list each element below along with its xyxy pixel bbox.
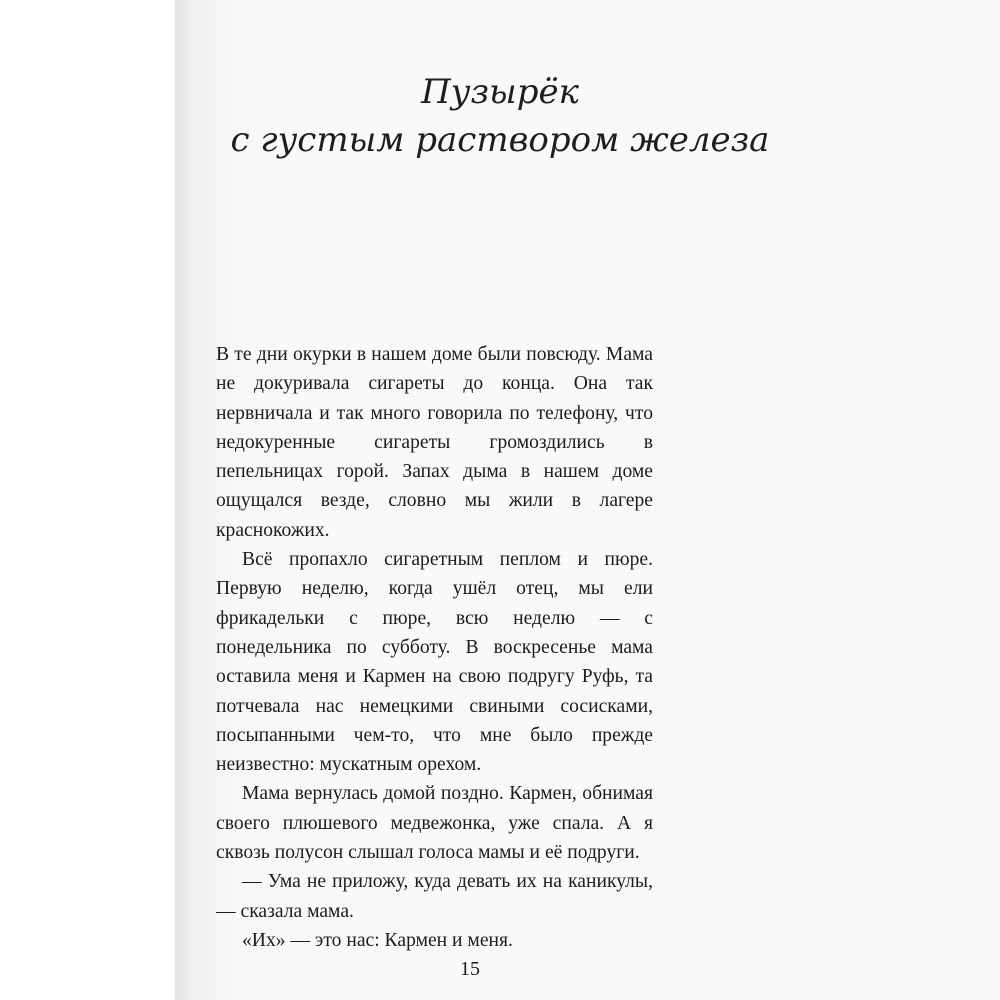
paragraph-5: «Их» — это нас: Кармен и меня. (242, 929, 513, 951)
page-number: 15 (460, 958, 480, 980)
chapter-title-line-1: Пузырёк (421, 72, 579, 112)
paragraph-2: Всё пропахло сигаретным пеплом и пюре. Первую неделю, когда ушёл отец, мы ели фрикадельки с пюре, всю неделю — с понедельника по субботу. В воскресенье мама оставила меня и Кармен на свою подругу Руфь, та потчевала нас немецкими свиными сосисками, посыпанными чем-то, что мне было прежде неизвестно: мускатным орехом. (216, 549, 653, 776)
paragraph-1: В те дни окурки в нашем доме были повсюду. Мама не докуривала сигареты до конца. Она так нервничала и так много говорила по телефону, что недокуренные сигареты громоздились в пепельницах горой. Запах дыма в нашем доме ощущался везде, словно мы жили в лагере краснокожих. (216, 344, 653, 541)
paragraph-4: — Ума не приложу, куда девать их на каникулы, — сказала мама. (216, 871, 653, 922)
chapter-text (216, 340, 653, 955)
chapter-title-line-2: с густым раствором железа (230, 120, 770, 160)
paragraph-3: Мама вернулась домой поздно. Кармен, обнимая своего плюшевого медвежонка, уже спала. А я сквозь полусон слышал голоса мамы и её подруги. (216, 783, 653, 864)
chapter-title (175, 68, 825, 164)
